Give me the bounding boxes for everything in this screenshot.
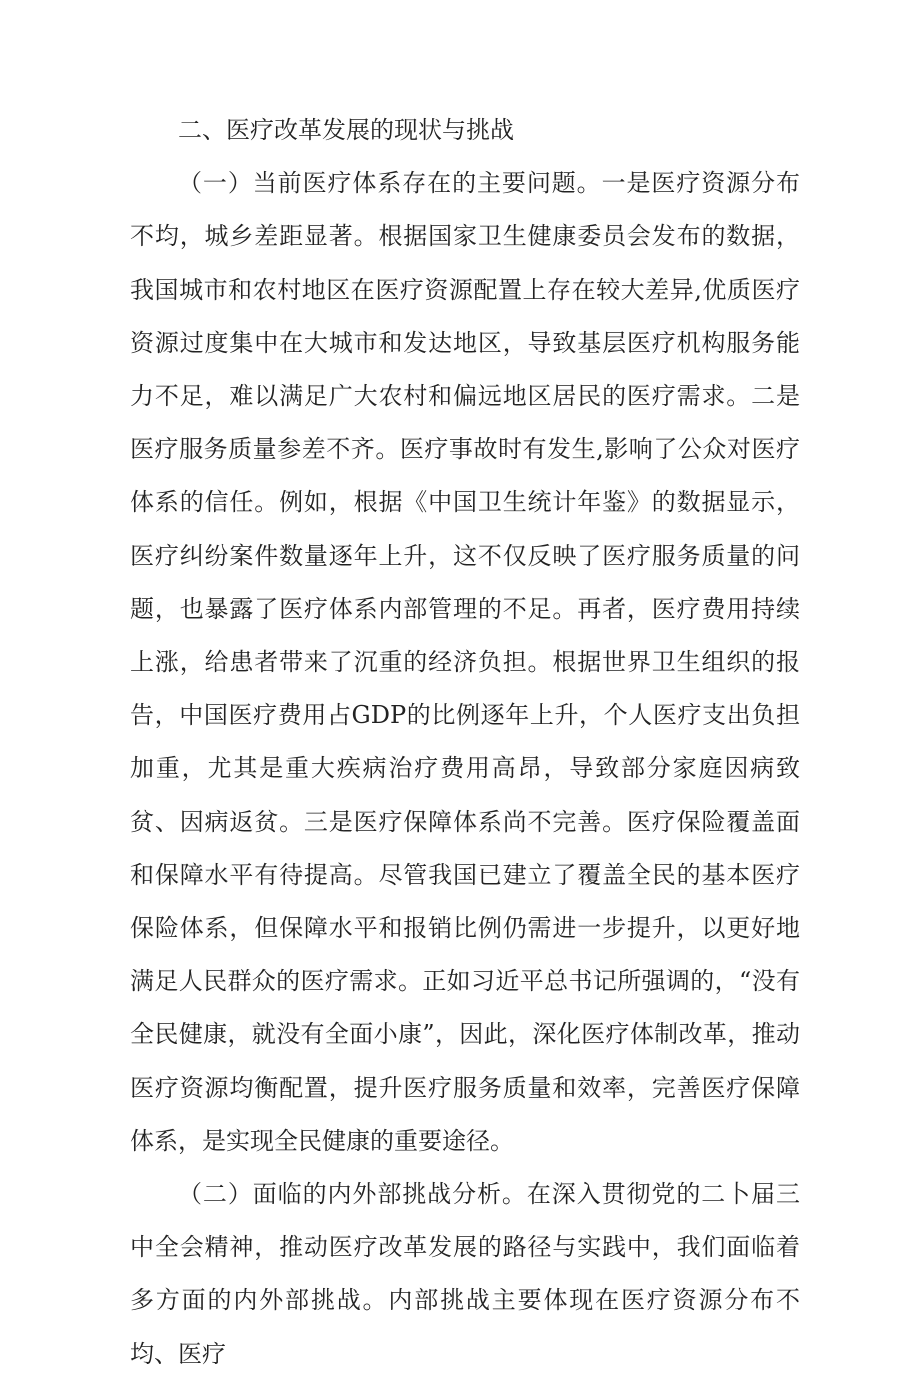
paragraph-challenges-analysis: （二）面临的内外部挑战分析。在深入贯彻党的二卜届三中全会精神，推动医疗改革发展的路径与实践中，我们面临着多方面的内外部挑战。内部挑战主要体现在医疗资源分布不均、医疗 xyxy=(130,1180,800,1368)
paragraph-current-problems: （一）当前医疗体系存在的主要问题。一是医疗资源分布不均，城乡差距显著。根据国家卫生健康委员会发布的数据，我国城市和农村地区在医疗资源配置上存在较大差异,优质医疗资源过度集中在大城市和发达地区，导致基层医疗机构服务能力不足，难以满足广大农村和偏远地区居民的医疗需求。二是医疗服务质量参差不齐。医疗事故时有发生,影响了公众对医疗体系的信任。例如，根据《中国卫生统计年鉴》的数据显示，医疗纠纷案件数量逐年上升，这不仅反映了医疗服务质量的问题，也暴露了医疗体系内部管理的不足。再者，医疗费用持续上涨，给患者带来了沉重的经济负担。根据世界卫生组织的报告，中国医疗费用占GDP的比例逐年上升，个人医疗支出负担加重，尤其是重大疾病治疗费用高昂，导致部分家庭因病致贫、因病返贫。三是医疗保障体系尚不完善。医疗保险覆盖面和保障水平有待提高。尽管我国已建立了覆盖全民的基本医疗保险体系，但保障水平和报销比例仍需进一步提升，以更好地满足人民群众的医疗需求。正如习近平总书记所强调的，“没有全民健康，就没有全面小康”，因此，深化医疗体制改革，推动医疗资源均衡配置，提升医疗服务质量和效率，完善医疗保障体系，是实现全民健康的重要途径。 xyxy=(130,169,800,1155)
document-body xyxy=(130,104,800,1381)
section-heading: 二、医疗改革发展的现状与挑战 xyxy=(178,116,514,144)
